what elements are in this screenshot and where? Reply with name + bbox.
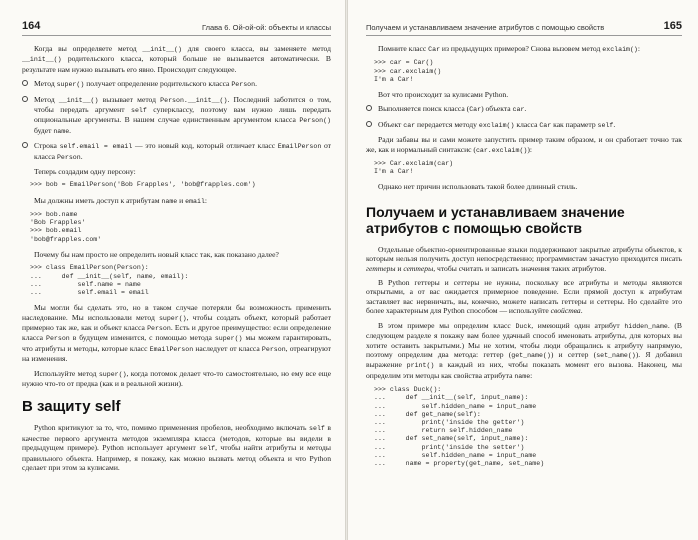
paragraph: Используйте метод super(), когда потомок делает что-то самостоятельно, но ему все еще нужно что-то от предка (как и в реальной жизни). xyxy=(22,368,332,388)
left-running-head-title: Глава 6. Ой-ой-ой: объекты и классы xyxy=(201,23,331,32)
left-running-header xyxy=(22,20,331,36)
code-block: >>> bob.name 'Bob Frapples' >>> bob.email 'bob@frapples.com' xyxy=(30,211,102,243)
paragraph: Когда вы определяете метод __init__() для своего класса, вы заменяете метод __init__() родительского класса, который больше не вызывается автоматически. В результате нам нужно вызывать его явно. Происходит следующее. xyxy=(22,44,331,74)
section-heading: В защиту self xyxy=(22,398,121,416)
bullet-marker-icon xyxy=(22,96,28,102)
bullet-marker-icon xyxy=(22,80,28,86)
bullet-marker-icon xyxy=(366,105,372,111)
code-block: >>> bob = EmailPerson('Bob Frapples', 'bob@frapples.com') xyxy=(30,181,256,189)
bullet-item: Метод __init__() вызывает метод Person.__init__(). Последний заботится о том, чтобы передать аргумент self суперклассу, поэтому вам нужно лишь передать опциональные аргументы. В нашем случае единственным аргументом класса Person() будет name. xyxy=(22,95,331,137)
left-page-number: 164 xyxy=(22,20,41,32)
right-running-head-title: Получаем и устанавливаем значение атрибутов с помощью свойств xyxy=(366,23,605,32)
paragraph: Отдельные объектно-ориентированные языки поддерживают закрытые атрибуты объектов, к которым нельзя получить доступ непосредственно; программистам зачастую приходится писать геттеры и сеттеры, чтобы считать и записать значения таких атрибутов. xyxy=(366,244,682,273)
code-block: >>> Car.exclaim(car) I'm a Car! xyxy=(374,160,454,176)
code-block: >>> class Duck(): ... def __init__(self, input_name): ... self.hidden_name = input_name ... def get_name(self): ... print('inside the getter') ... return self.hidden_name ... def set_name(self, input_name): ... print('inside the setter') ... self.hidden_name = input_name ... name = property(get_name, set_name) xyxy=(374,386,545,467)
bullet-item: Строка self.email = email — это новый код, который отличает класс EmailPerson от класса Person. xyxy=(22,141,331,162)
paragraph: Ради забавы вы и сами можете запустить пример таким образом, и он сработает точно так же, как и нормальный синтаксис (car.exclaim()): xyxy=(366,135,682,154)
bullet-item: Объект car передается методу exclaim() класса Car как параметр self. xyxy=(366,120,682,130)
bullet-item: Выполняется поиск класса (Car) объекта car. xyxy=(366,104,682,114)
paragraph: Мы могли бы сделать это, но в таком случае потеряли бы возможность применить наследование. Мы использовали метод super(), чтобы создать объект, который работает примерно так же, как и объект класса Person. Есть и другое преимущество: если определение класса Person в будущем изменится, с помощью метода super() мы можем гарантировать, что атрибуты и методы, которые класс EmailPerson наследует от класса Person, отреагируют на изменения. xyxy=(22,303,332,364)
left-page xyxy=(0,0,345,540)
section-heading: Получаем и устанавливаем значение атрибутов с помощью свойств xyxy=(366,203,625,236)
code-block: >>> class EmailPerson(Person): ... def __init__(self, name, email): ... self.name = name ... self.email = email xyxy=(30,264,189,296)
paragraph: В Python геттеры и сеттеры не нужны, поскольку все атрибуты и методы являются открытыми, а от вас ожидается примерное поведение. Если прямой доступ к атрибутам заставляет вас нервничать, вы, конечно, можете написать геттеры и сеттеры. Но сделайте это более характерным для Python способом — используйте свойства. xyxy=(366,278,682,316)
paragraph: В этом примере мы определим класс Duck, имеющий один атрибут hidden_name. (В следующем разделе я покажу вам более удачный способ именовать атрибуты, для которых вы хотите оставить закрытыми.) Мы не хотим, чтобы люди обращались к атрибуту напрямую, поэтому определим два метода: геттер (get_name()) и сеттер (set_name()). Я добавил выражение print() в каждый из них, чтобы показать момент его вызова. Наконец, мы определим эти методы как свойства атрибута name: xyxy=(366,320,682,380)
right-page-number: 165 xyxy=(663,20,682,32)
right-page xyxy=(348,0,698,540)
paragraph: Вот что происходит за кулисами Python. xyxy=(378,90,509,100)
bullet-marker-icon xyxy=(366,121,372,127)
code-block: >>> car = Car() >>> car.exclaim() I'm a Car! xyxy=(374,59,442,83)
right-running-header xyxy=(366,20,682,36)
paragraph: Почему бы нам просто не определить новый класс так, как показано далее? xyxy=(34,249,279,259)
paragraph: Теперь создадим одну персону: xyxy=(34,167,136,177)
paragraph: Однако нет причин использовать такой более длинный стиль. xyxy=(378,182,578,192)
paragraph: Мы должны иметь доступ к атрибутам name и email: xyxy=(34,195,208,205)
paragraph: Python критикуют за то, что, помимо применения пробелов, необходимо включать self в качестве первого аргумента методов экземпляра класса (методов, которые вы видели в предыдущем примере). Python использует аргумент self, чтобы найти атрибуты и методы правильного объекта. Например, я покажу, как можно вызвать метод объекта и что Python сделает при этом за кулисами. xyxy=(22,423,332,472)
bullet-item: Метод super() получает определение родительского класса Person. xyxy=(22,79,331,89)
paragraph: Помните класс Car из предыдущих примеров? Снова вызовем метод exclaim(): xyxy=(378,44,641,53)
bullet-marker-icon xyxy=(22,142,28,148)
